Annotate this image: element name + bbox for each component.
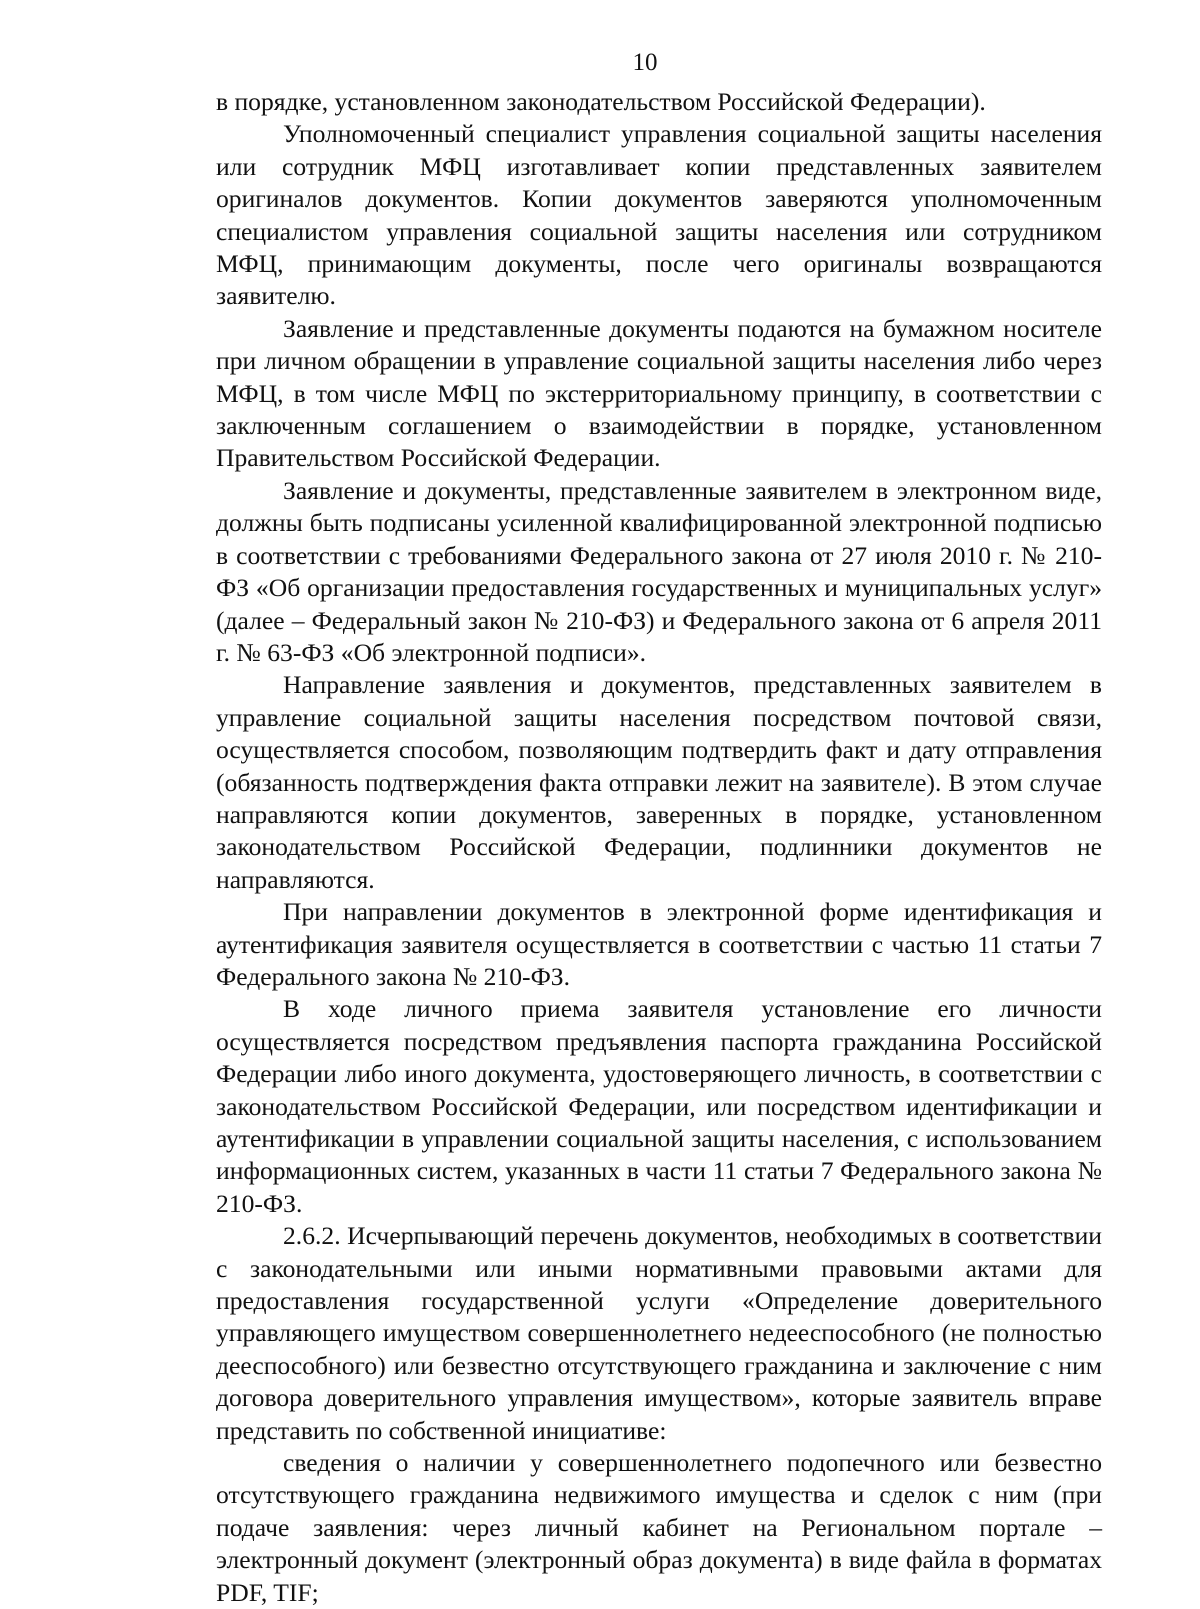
paragraph: сведения о наличии у совершеннолетнего подопечного или безвестно отсутствующего гражданина недвижимого имущества и сделок с ним (при подаче заявления: через личный кабинет на Региональном портале – электронный документ (электронный образ документа) в виде файла в форматах PDF, TIF; — [216, 1448, 1102, 1607]
paragraph: В ходе личного приема заявителя установление его личности осуществляется посредством предъявления паспорта гражданина Российской Федерации либо иного документа, удостоверяющего личность, в соответствии с законодательством Российской Федерации, или посредством идентификации и аутентификации в управлении социальной защиты населения, с использованием информационных систем, указанных в части 11 статьи 7 Федерального закона № 210-ФЗ. — [216, 994, 1102, 1218]
paragraph-continuation: в порядке, установленном законодательством Российской Федерации). — [216, 87, 986, 116]
paragraph: При направлении документов в электронной форме идентификация и аутентификация заявителя осуществляется в соответствии с частью 11 статьи 7 Федерального закона № 210-ФЗ. — [216, 897, 1102, 991]
document-body — [216, 86, 1102, 1609]
paragraph: Направление заявления и документов, представленных заявителем в управление социальной защиты населения посредством почтовой связи, осуществляется способом, позволяющим подтвердить факт и дату отправления (обязанность подтверждения факта отправки лежит на заявителе). В этом случае направляются копии документов, заверенных в порядке, установленном законодательством Российской Федерации, подлинники документов не направляются. — [216, 670, 1102, 894]
paragraph: Заявление и документы, представленные заявителем в электронном виде, должны быть подписаны усиленной квалифицированной электронной подписью в соответствии с требованиями Федерального закона от 27 июля 2010 г. № 210-ФЗ «Об организации предоставления государственных и муниципальных услуг» (далее – Федеральный закон № 210-ФЗ) и Федерального закона от 6 апреля 2011 г. № 63-ФЗ «Об электронной подписи». — [216, 475, 1102, 667]
page-number: 10 — [632, 49, 658, 76]
paragraph-section-2-6-2: 2.6.2. Исчерпывающий перечень документов, необходимых в соответствии с законодательными или иными нормативными правовыми актами для предоставления государственной услуги «Определение доверительного управляющего имуществом совершеннолетнего недееспособного (не полностью дееспособного) или безвестно отсутствующего гражданина и заключение с ним договора доверительного управления имуществом», которые заявитель вправе представить по собственной инициативе: — [216, 1221, 1102, 1445]
paragraph: Заявление и представленные документы подаются на бумажном носителе при личном обращении в управление социальной защиты населения либо через МФЦ, в том числе МФЦ по экстерриториальному принципу, в соответствии с заключенным соглашением о взаимодействии в порядке, установленном Правительством Российской Федерации. — [216, 313, 1102, 473]
paragraph: Уполномоченный специалист управления социальной защиты населения или сотрудник МФЦ изготавливает копии представленных заявителем оригиналов документов. Копии документов заверяются уполномоченным специалистом управления социальной защиты населения или сотрудником МФЦ, принимающим документы, после чего оригиналы возвращаются заявителю. — [216, 119, 1102, 311]
